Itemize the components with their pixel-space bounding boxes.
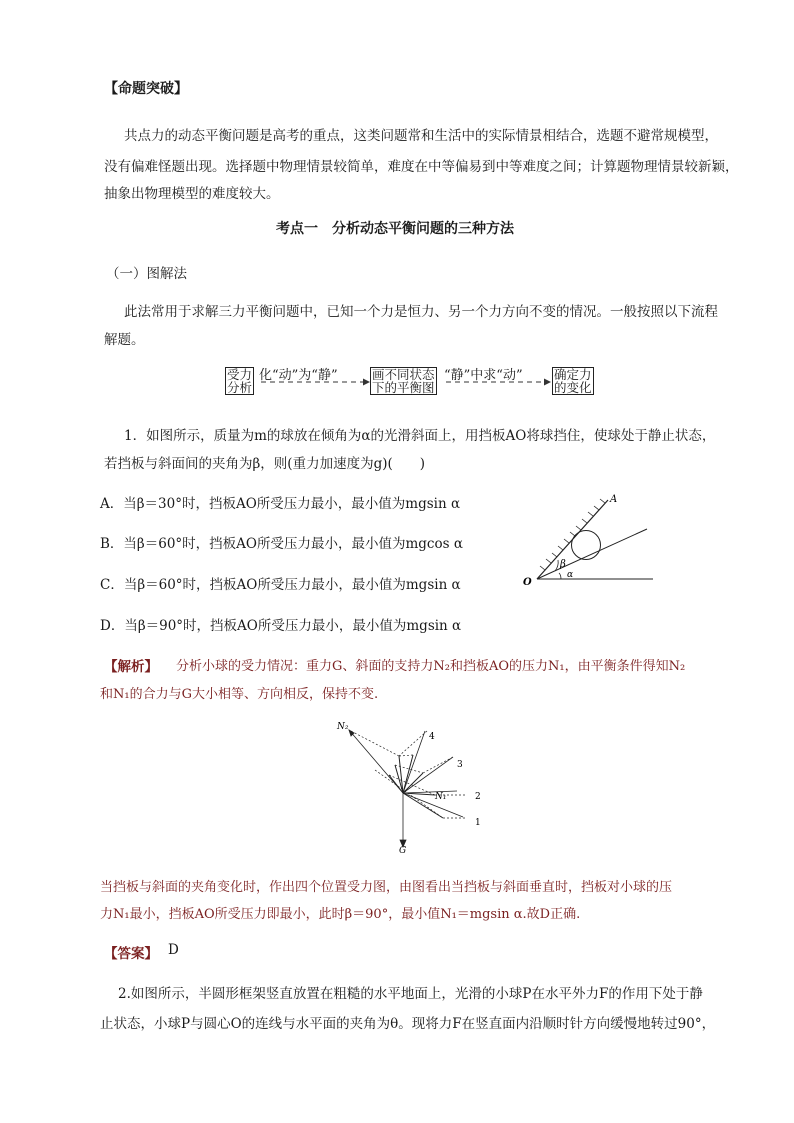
q1-label-o: O	[523, 577, 532, 588]
label-position-3: 3	[457, 760, 463, 770]
force-diagram	[335, 715, 495, 855]
q1-option-a: A．当β＝30°时，挡板AO所受压力最小，最小值为mgsin α	[100, 496, 461, 512]
answer-value: D	[168, 942, 179, 958]
q1-label-beta: β	[560, 559, 566, 570]
method-desc-line-1: 此法常用于求解三力平衡问题中，已知一个力是恒力、另一个力方向不变的情况。一般按照以下流程	[124, 304, 718, 320]
method-desc-line-2: 解题。	[104, 332, 145, 348]
q1-label-a: A	[610, 494, 618, 505]
q1-label-alpha: α	[567, 570, 574, 580]
q2-line-2: 止状态，小球P与圆心O的连线与水平面的夹角为θ。现将力F在竖直面内沿顺时针方向缓慢地转过90°，	[100, 1016, 716, 1032]
analysis-line-2: 和N₁的合力与G大小相等、方向相反，保持不变.	[100, 687, 379, 702]
q1-stem-line-1: 1．如图所示，质量为m的球放在倾角为α的光滑斜面上，用挡板AO将球挡住，使球处于静止状态，	[124, 428, 716, 444]
q2-line-1: 2.如图所示，半圆形框架竖直放置在粗糙的水平地面上，光滑的小球P在水平外力F的作用下处于静	[118, 986, 703, 1002]
intro-line-3: 抽象出物理模型的难度较大。	[104, 186, 280, 202]
flow-box-draw-states: 画不同状态 下的平衡图	[372, 367, 435, 395]
flow-arrow-1	[259, 377, 371, 387]
label-n1: N₁	[435, 792, 447, 802]
intro-line-2: 没有偏难怪题出现。选择题中物理情景较简单，难度在中等偏易到中等难度之间；计算题物理情景较新颖，	[104, 159, 739, 175]
label-position-1: 1	[475, 818, 481, 828]
answer-tag: 【答案】	[104, 946, 158, 962]
section-title: 考点一 分析动态平衡问题的三种方法	[276, 221, 514, 237]
q1-option-c: C．当β＝60°时，挡板AO所受压力最小，最小值为mgsin α	[100, 577, 461, 593]
subsection-title: （一）图解法	[106, 266, 187, 282]
label-position-2: 2	[475, 792, 481, 802]
q1-option-b: B．当β＝60°时，挡板AO所受压力最小，最小值为mgcos α	[100, 536, 463, 552]
analysis-line-3: 当挡板与斜面的夹角变化时，作出四个位置受力图，由图看出当挡板与斜面垂直时，挡板对小球的压	[100, 880, 673, 895]
analysis-tag: 【解析】	[104, 659, 158, 675]
q1-incline-figure	[515, 488, 665, 593]
label-position-4: 4	[429, 732, 435, 742]
intro-line-1: 共点力的动态平衡问题是高考的重点，这类问题常和生活中的实际情景相结合，选题不避常规模型，	[124, 128, 718, 144]
flow-arrow-2	[444, 377, 552, 387]
label-g: G	[399, 846, 407, 855]
analysis-line-4: 力N₁最小，挡板AO所受压力即最小，此时β＝90°，最小值N₁＝mgsin α.故D正确.	[100, 907, 581, 922]
flow-box-force-analysis: 受力 分析	[227, 367, 253, 395]
q1-option-d: D．当β＝90°时，挡板AO所受压力最小，最小值为mgsin α	[100, 618, 462, 634]
label-n2: N₂	[337, 722, 349, 732]
heading: 【命题突破】	[104, 81, 188, 97]
q1-stem-line-2: 若挡板与斜面间的夹角为β，则(重力加速度为g)( )	[104, 456, 426, 472]
analysis-line-1: 分析小球的受力情况：重力G、斜面的支持力N₂和挡板AO的压力N₁，由平衡条件得知N₂	[176, 659, 686, 674]
flow-step-2-label: “静”中求“动”	[444, 368, 523, 383]
flow-step-1-label: 化“动”为“静”	[259, 368, 338, 383]
flow-box-determine-change: 确定力 的变化	[554, 367, 592, 395]
